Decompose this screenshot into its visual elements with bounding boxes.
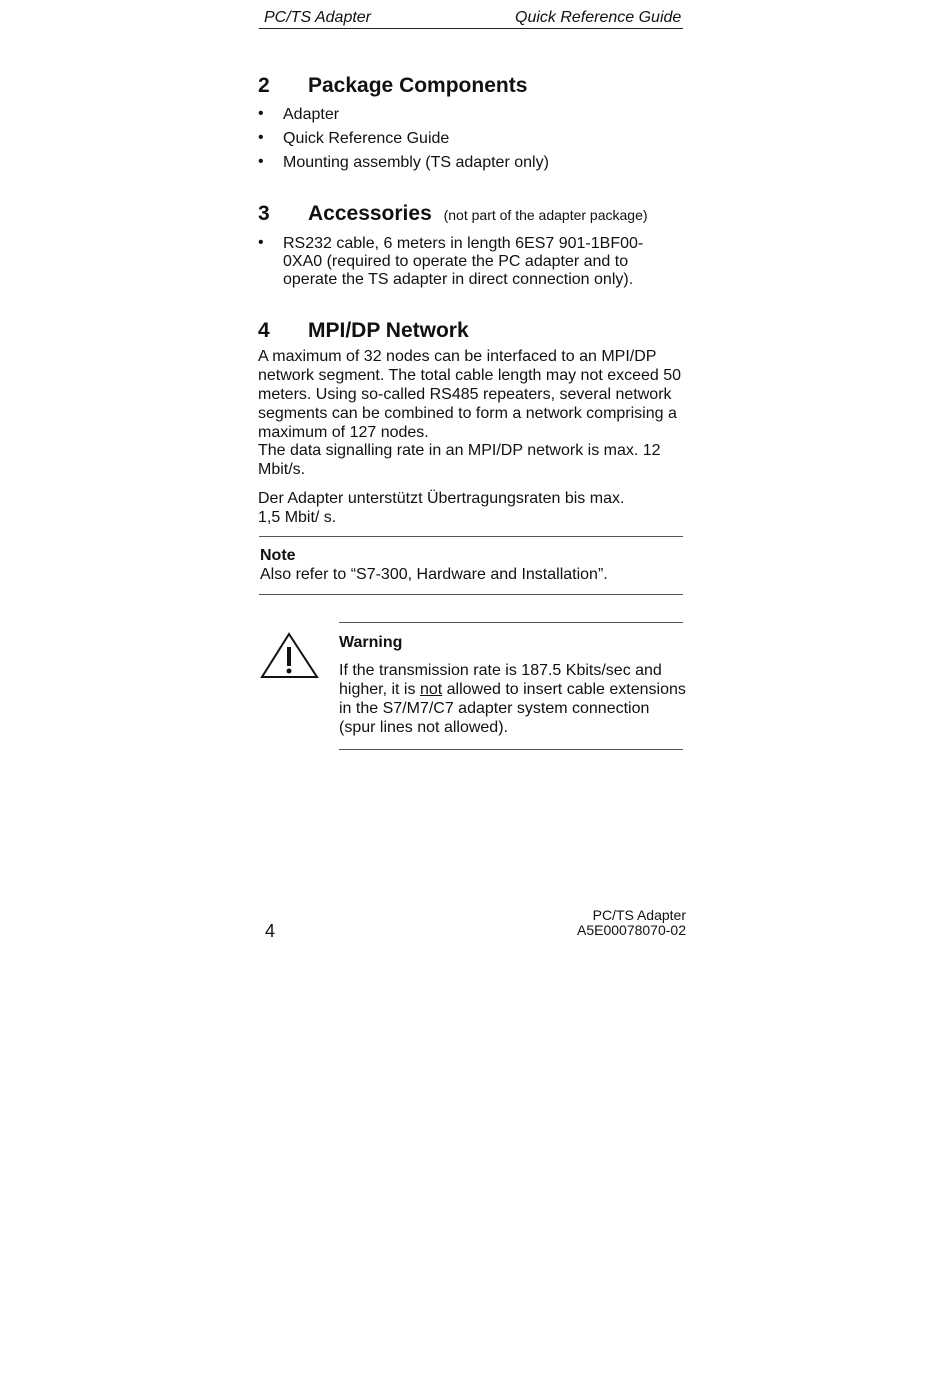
- section-2-number: 2: [258, 74, 270, 97]
- section-4-number: 4: [258, 319, 270, 342]
- footer-order-number: A5E00078070-02: [577, 922, 686, 938]
- footer-product-name: PC/TS Adapter: [592, 907, 686, 923]
- section-2-title: Package Components: [308, 74, 528, 97]
- note-text: Also refer to “S7-300, Hardware and Installation”.: [260, 566, 608, 583]
- paragraph-adapter-rate-line-1: Der Adapter unterstützt Übertragungsraten bis max.: [258, 490, 625, 507]
- bullet-icon: •: [258, 129, 264, 146]
- section-4-title: MPI/DP Network: [308, 319, 469, 342]
- note-title: Note: [260, 547, 296, 564]
- warning-text-emphasis: not: [419, 681, 443, 698]
- paragraph-adapter-rate: [258, 489, 688, 527]
- bullet-icon: •: [258, 234, 264, 251]
- warning-title: Warning: [339, 634, 403, 651]
- paragraph-network-nodes: A maximum of 32 nodes can be interfaced to an MPI/DP network segment. The total cable length may not exceed 50 meters. Using so-called RS485 repeaters, several network segments can be combined to form a network comprising a maximum of 127 nodes.: [258, 348, 682, 441]
- warning-bottom-divider: [339, 749, 683, 750]
- note-bottom-divider: [259, 594, 683, 595]
- section-3-subtitle: (not part of the adapter package): [443, 207, 648, 223]
- section-3-number: 3: [258, 202, 270, 225]
- list-item: RS232 cable, 6 meters in length 6ES7 901-1BF00-0XA0 (required to operate the PC adapter and to operate the TS adapter in direct connection only).: [283, 235, 644, 288]
- header-divider: [259, 28, 683, 29]
- paragraph-adapter-rate-line-2: 1,5 Mbit/ s.: [258, 509, 337, 526]
- list-item: Adapter: [283, 106, 340, 123]
- warning-top-divider: [339, 622, 683, 623]
- footer-product-info: [560, 908, 686, 938]
- warning-triangle-icon: [260, 631, 320, 681]
- bullet-icon: •: [258, 153, 264, 170]
- warning-text-before: If the transmission rate is 187.5 Kbits/sec and higher, it is: [339, 662, 662, 698]
- header-left-title: PC/TS Adapter: [264, 9, 372, 26]
- list-item: Mounting assembly (TS adapter only): [283, 154, 549, 171]
- note-top-divider: [259, 536, 683, 537]
- list-item: Quick Reference Guide: [283, 130, 450, 147]
- bullet-icon: •: [258, 105, 264, 122]
- header-right-title: Quick Reference Guide: [515, 9, 682, 26]
- section-3-title: [308, 202, 648, 226]
- paragraph-signalling-rate: The data signalling rate in an MPI/DP network is max. 12 Mbit/s.: [258, 442, 661, 478]
- page-number: 4: [265, 921, 276, 941]
- warning-text-after: allowed to insert cable extensions in the S7/M7/C7 adapter system connection (spur lines not allowed).: [339, 681, 686, 736]
- section-3-title-text: Accessories: [308, 202, 432, 225]
- warning-text: [339, 661, 689, 737]
